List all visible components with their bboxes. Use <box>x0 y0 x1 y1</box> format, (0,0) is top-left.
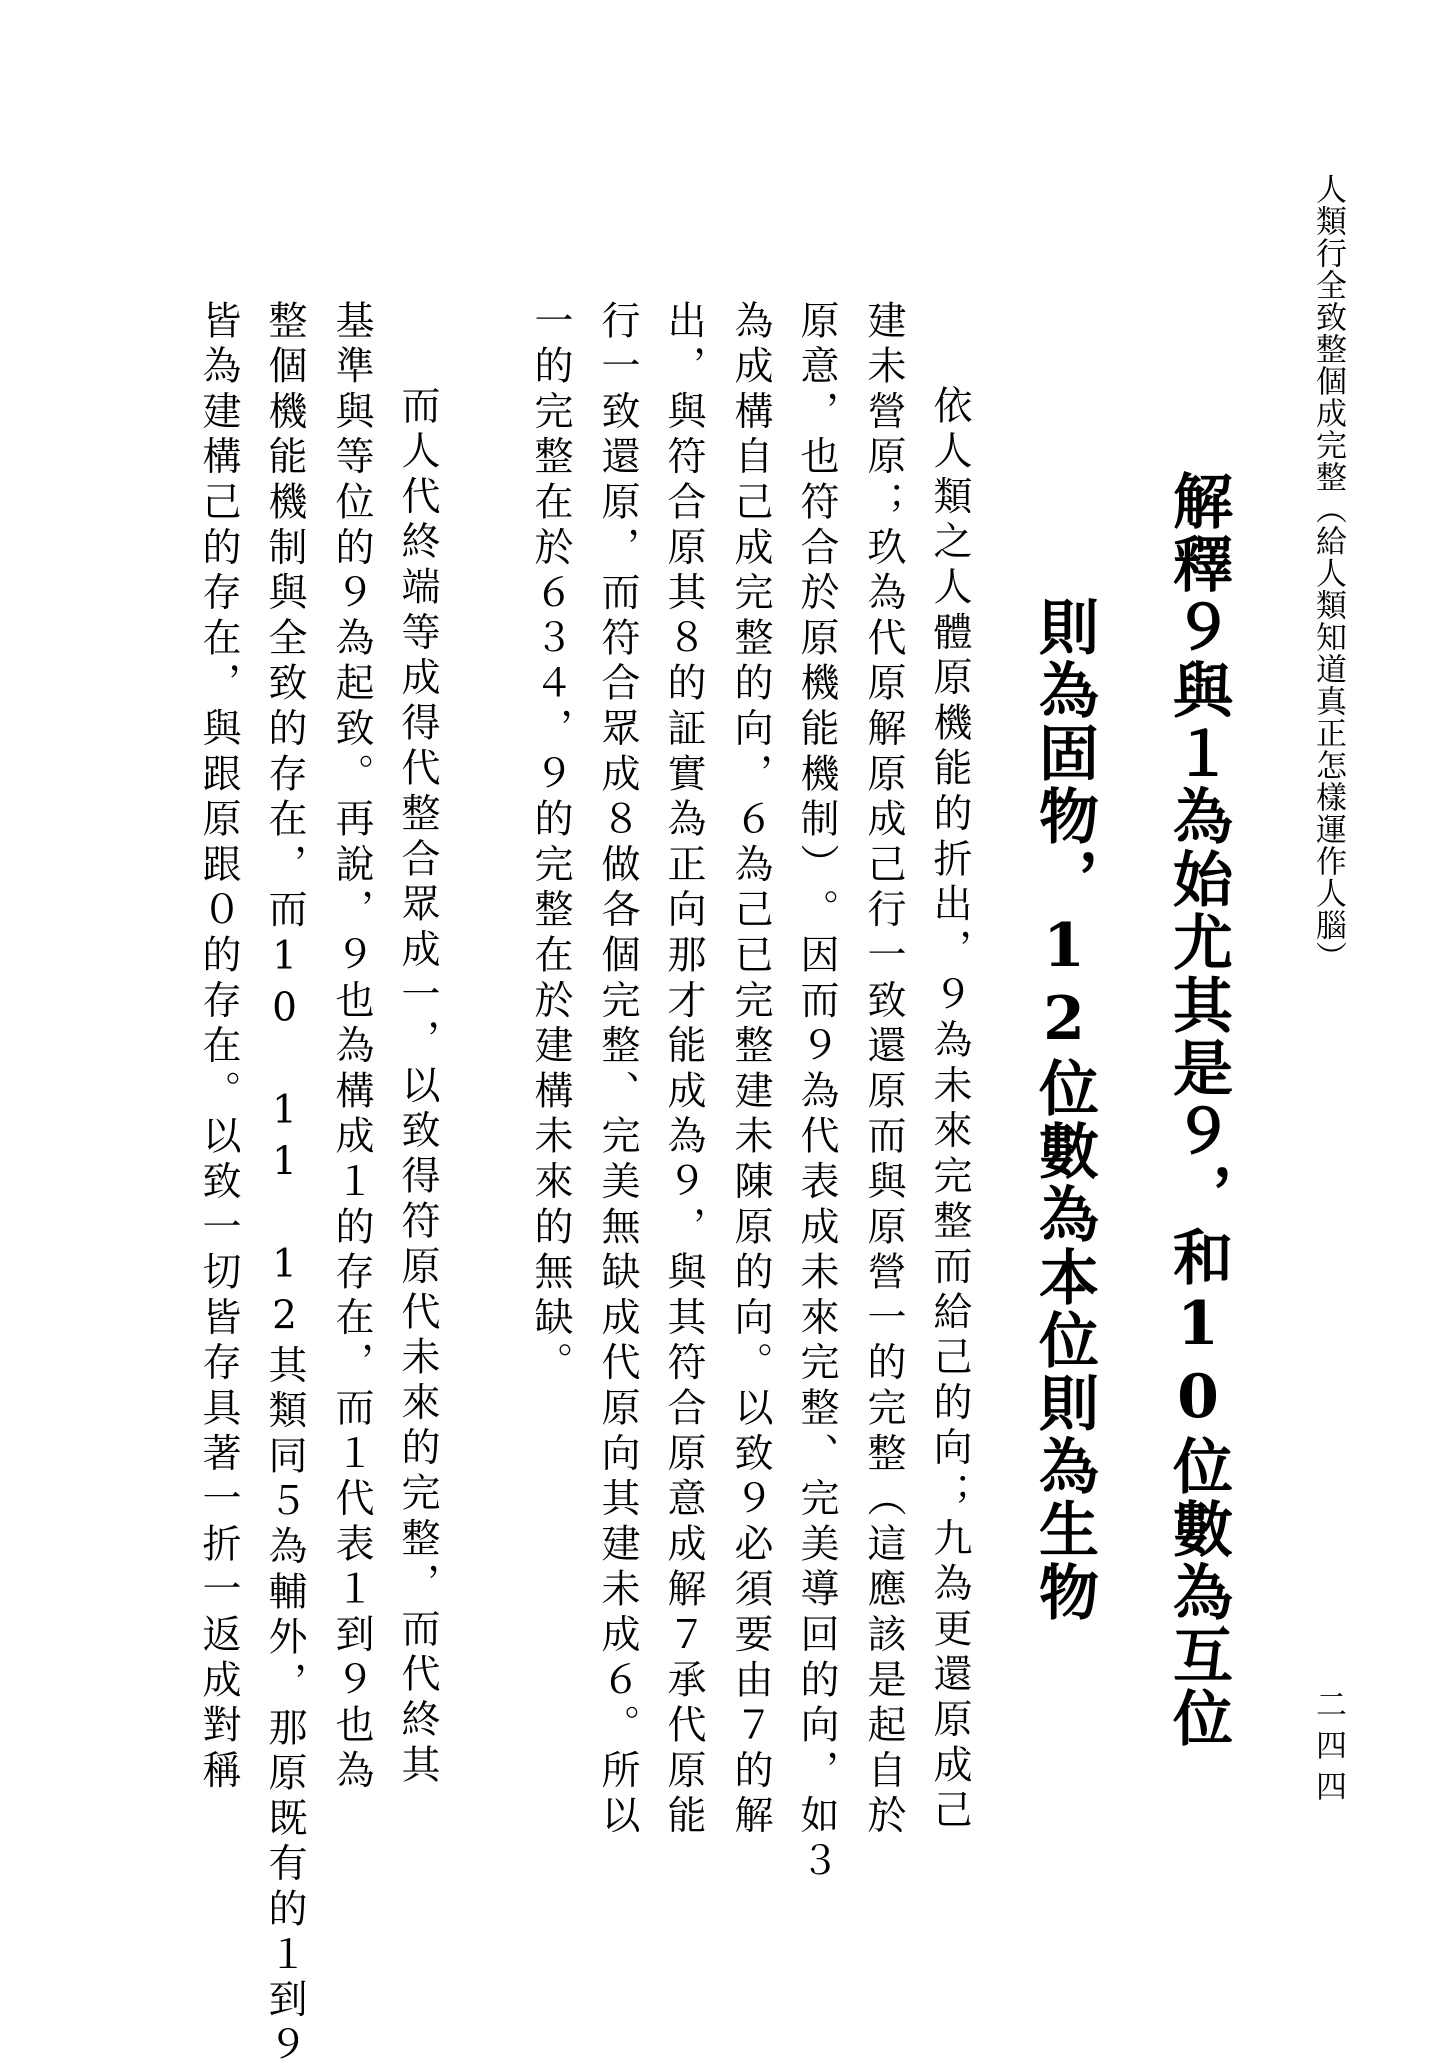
text-line: 整個機能機制與全致的存在，而10 11 12其類同５為輔外，那原既有的１到９ <box>262 300 307 2069</box>
running-header: 人類行全致整個成完整︵給人類知道真正怎樣運作人腦︶ <box>1310 173 1346 973</box>
text-line: 行一致還原，而符合眾成８做各個完整、完美無缺成代原向其建未成６。所以 <box>595 300 640 1841</box>
text-line: 依人類之人體原機能的折出，９為未來完整而給己的向；九為更還原成己 <box>927 385 972 1835</box>
text-line: 原意，也符合於原機能機制︶。因而９為代表成未來完整、完美導回的向，如３ <box>794 300 839 1886</box>
text-line: 而人代終端等成得代整合眾成一，以致得符原代未來的完整，而代終其 <box>395 385 440 1790</box>
text-line: 基準與等位的９為起致。再說，９也為構成１的存在，而１代表１到９也為 <box>329 300 374 1795</box>
text-line: 一的完整在於６３４，９的完整在於建構未來的無缺。 <box>528 300 573 1388</box>
title-line: 則為固物，12位數為本位則為生物 <box>1029 596 1099 1624</box>
text-line: 皆為建構己的存在，與跟原跟０的存在。以致一切皆存具著一折一返成對稱 <box>196 300 241 1795</box>
text-line: 出，與符合原其８的証實為正向那才能成為９，與其符合原意成解７承代原能 <box>661 300 706 1841</box>
text-line: 建未營原；玖為代原解原成己行一致還原而與原營一的完整︵這應該是起自於 <box>861 300 906 1841</box>
page-number: 二四四 <box>1310 1688 1346 1811</box>
title-line: 解釋９與１為始尤其是９，和10位數為互位 <box>1163 470 1233 1750</box>
text-line: 為成構自己成完整的向，６為己已完整建未陳原的向。以致９必須要由７的解 <box>728 300 773 1841</box>
